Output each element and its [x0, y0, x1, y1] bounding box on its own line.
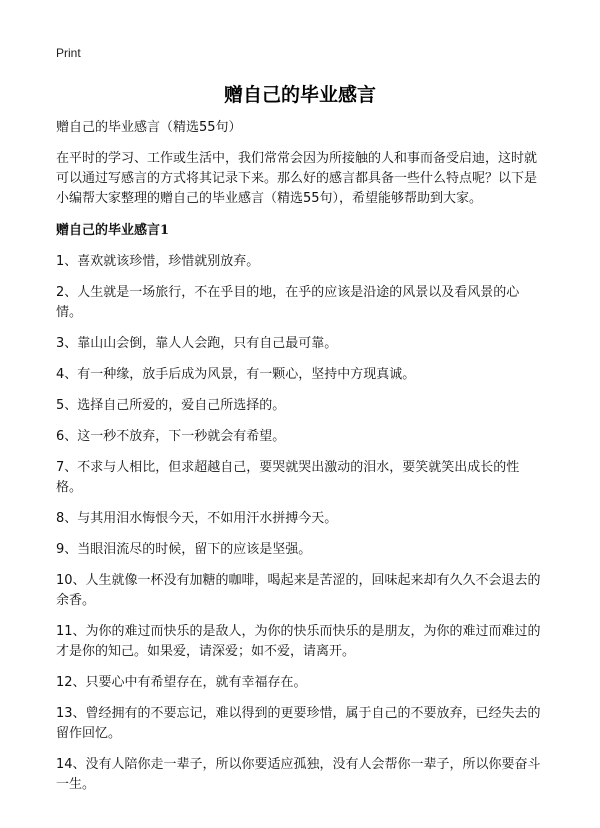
document-subtitle: 赠自己的毕业感言（精选55句）	[56, 120, 242, 135]
list-item: 14、没有人陪你走一辈子，所以你要适应孤独，没有人会帮你一辈子，所以你要奋斗一生。	[56, 757, 541, 792]
list-item: 13、曾经拥有的不要忘记，难以得到的更要珍惜，属于自己的不要放弃，已经失去的留作回忆。	[56, 706, 541, 741]
document-body	[56, 118, 544, 806]
list-item: 7、不求与人相比，但求超越自己，要哭就哭出激动的泪水，要笑就笑出成长的性格。	[56, 460, 520, 495]
list-item: 9、当眼泪流尽的时候，留下的应该是坚强。	[56, 542, 312, 557]
page-title: 赠自己的毕业感言	[223, 84, 376, 106]
section-heading: 赠自己的毕业感言1	[56, 223, 170, 238]
list-item: 8、与其用泪水悔恨今天，不如用汗水拼搏今天。	[56, 511, 338, 526]
list-item: 5、选择自己所爱的，爱自己所选择的。	[56, 398, 286, 413]
print-link[interactable]: Print	[56, 46, 81, 60]
list-item: 11、为你的难过而快乐的是敌人，为你的快乐而快乐的是朋友，为你的难过而难过的才是你的知己。如果爱，请深爱；如不爱，请离开。	[56, 624, 541, 659]
intro-paragraph: 在平时的学习、工作或生活中，我们常常会因为所接触的人和事而备受启迪，这时就可以通过写感言的方式将其记录下来。那么好的感言都具备一些什么特点呢？以下是小编帮大家整理的赠自己的毕业感言（精选55句），希望能够帮助到大家。	[56, 151, 538, 206]
list-item: 2、人生就是一场旅行，不在乎目的地，在乎的应该是沿途的风景以及看风景的心情。	[56, 285, 520, 320]
list-item: 1、喜欢就该珍惜，珍惜就别放弃。	[56, 254, 260, 269]
list-item: 10、人生就像一杯没有加糖的咖啡，喝起来是苦涩的，回味起来却有久久不会退去的余香。	[56, 573, 541, 608]
list-item: 3、靠山山会倒，靠人人会跑，只有自己最可靠。	[56, 336, 338, 351]
list-item: 4、有一种缘，放手后成为风景，有一颗心，坚持中方现真诚。	[56, 367, 416, 382]
list-item: 6、这一秒不放弃，下一秒就会有希望。	[56, 429, 286, 444]
list-item: 12、只要心中有希望存在，就有幸福存在。	[56, 675, 307, 690]
